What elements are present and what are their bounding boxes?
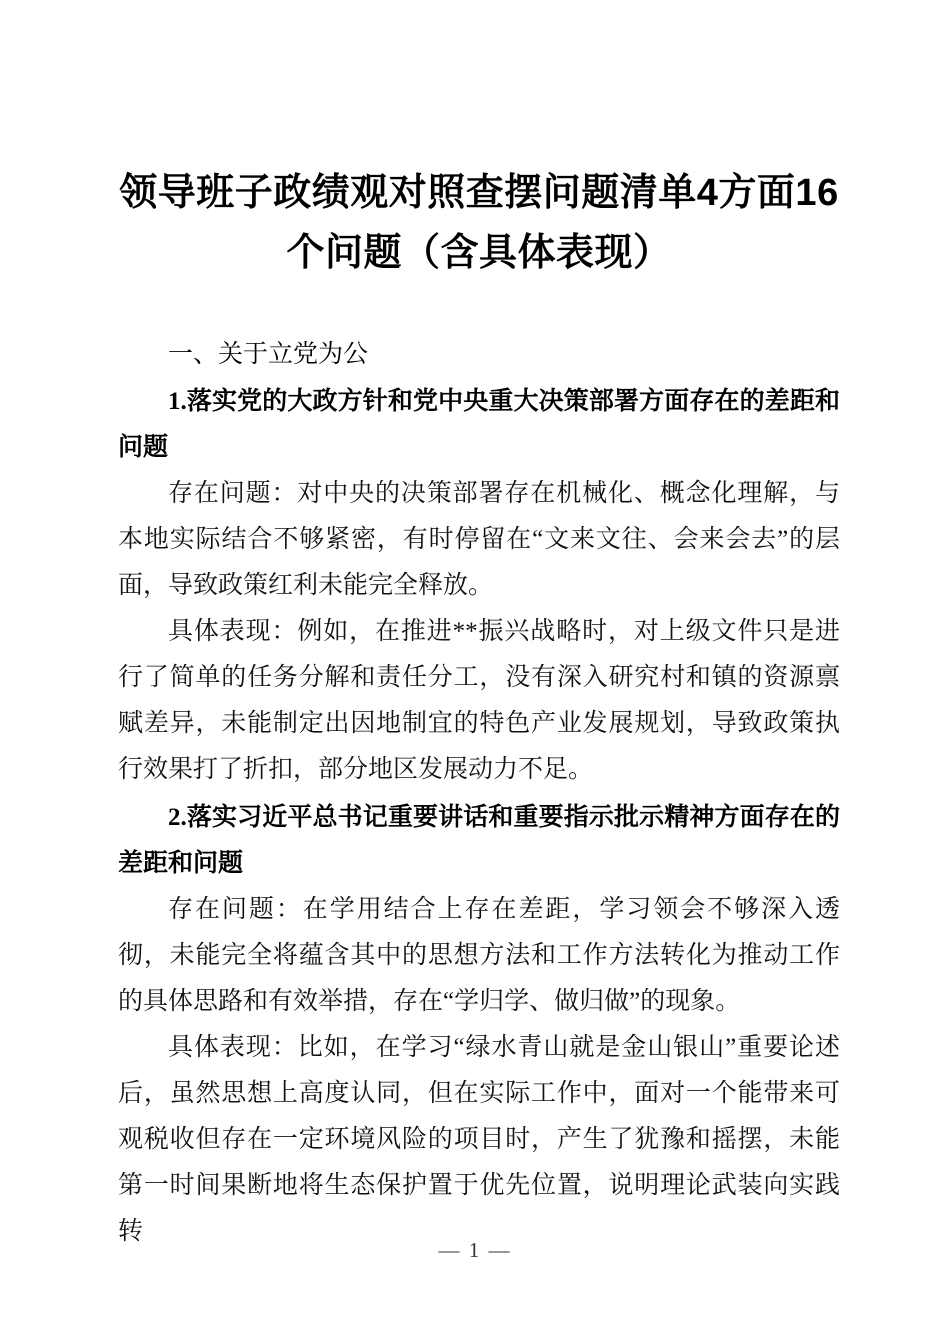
manifestation-paragraph-2: 具体表现：比如，在学习“绿水青山就是金山银山”重要论述后，虽然思想上高度认同，但在实际工作中，面对一个能带来可观税收但存在一定环境风险的项目时，产生了犹豫和摇摆，未能第一时间果断地将生态保护置于优先位置，说明理论武装向实践转 — [118, 1034, 840, 1245]
sub-heading-2: 2.落实习近平总书记重要讲话和重要指示批示精神方面存在的差距和问题 — [118, 804, 840, 877]
page-title: 领导班子政绩观对照查摆问题清单4方面16个问题（含具体表现） — [119, 172, 839, 274]
sub-heading-1: 1.落实党的大政方针和党中央重大决策部署方面存在的差距和问题 — [118, 388, 840, 461]
problem-paragraph-1: 存在问题：对中央的决策部署存在机械化、概念化理解，与本地实际结合不够紧密，有时停留在“文来文往、会来会去”的层面，导致政策红利未能完全释放。 — [118, 480, 840, 599]
section-heading-1: 一、关于立党为公 — [168, 340, 369, 368]
manifestation-paragraph-1: 具体表现：例如，在推进**振兴战略时，对上级文件只是进行了简单的任务分解和责任分工，没有深入研究村和镇的资源禀赋差异，未能制定出因地制宜的特色产业发展规划，导致政策执行效果打了折扣，部分地区发展动力不足。 — [118, 618, 840, 783]
page-number-footer: — 1 — — [438, 1238, 512, 1262]
problem-paragraph-2: 存在问题：在学用结合上存在差距，学习领会不够深入透彻，未能完全将蕴含其中的思想方法和工作方法转化为推动工作的具体思路和有效举措，存在“学归学、做归做”的现象。 — [118, 896, 840, 1015]
document-body — [118, 0, 840, 1255]
